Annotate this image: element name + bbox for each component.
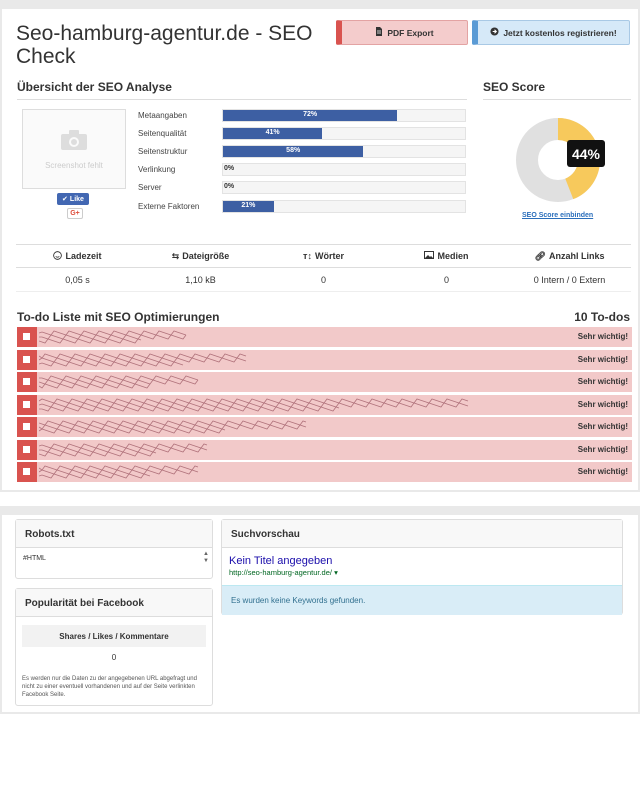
metric-bar-track xyxy=(222,109,466,122)
todo-item[interactable] xyxy=(17,440,632,460)
stats-header-label: Wörter xyxy=(314,251,344,261)
keywords-alert: Es wurden keine Keywords gefunden. xyxy=(222,585,622,615)
stats-header-words xyxy=(262,251,385,261)
todo-checkbox[interactable] xyxy=(23,401,30,408)
priority-badge: Sehr wichtig! xyxy=(577,399,628,409)
todo-item[interactable] xyxy=(17,350,632,370)
screenshot-caption: Screenshot fehlt xyxy=(45,160,103,170)
robots-heading: Robots.txt xyxy=(16,520,212,548)
metric-bar-track xyxy=(222,127,466,140)
stats-value-words: 0 xyxy=(320,274,326,285)
todo-checkbox[interactable] xyxy=(23,356,30,363)
pdf-export-label: PDF Export xyxy=(387,27,434,38)
metric-row xyxy=(138,145,468,159)
todo-checkbox[interactable] xyxy=(23,333,30,340)
seo-score-value: 44% xyxy=(567,140,605,167)
stats-header-row xyxy=(16,244,631,268)
redacted-scribble-icon xyxy=(39,419,309,435)
scroll-arrows-icon[interactable]: ▲ ▼ xyxy=(203,551,209,564)
serp-url-text: http://seo-hamburg-agentur.de/ xyxy=(229,568,332,577)
todo-count: 10 To-dos xyxy=(574,310,630,324)
metric-value: 72% xyxy=(303,111,318,118)
stats-header-label: Ladezeit xyxy=(65,251,102,261)
facebook-panel xyxy=(15,588,213,706)
redacted-scribble-icon xyxy=(39,352,249,368)
link-icon: 🔗︎ xyxy=(534,250,546,261)
transfer-icon: ⇆ xyxy=(171,250,180,261)
score-divider xyxy=(483,99,631,100)
smiley-icon xyxy=(53,251,62,262)
stats-value-links: 0 Intern / 0 Extern xyxy=(533,274,606,285)
stats-header-label: Anzahl Links xyxy=(548,251,605,261)
facebook-note: Es werden nur die Daten zu der angegebenen URL abgefragt und nicht zu einer eventuell vorhandenen und auf der Seite verlinkten Facebook Seite. xyxy=(22,676,197,698)
image-icon xyxy=(424,251,434,261)
todo-item[interactable] xyxy=(17,327,632,347)
register-label: Jetzt kostenlos registrieren! xyxy=(503,27,617,38)
metric-bar-track xyxy=(222,163,466,176)
metric-row xyxy=(138,163,468,177)
arrow-circle-icon xyxy=(490,27,499,38)
todo-checkbox[interactable] xyxy=(23,446,30,453)
register-button[interactable] xyxy=(472,20,630,45)
page-stats-table xyxy=(16,244,631,292)
metric-value: 21% xyxy=(241,202,256,209)
todo-item[interactable] xyxy=(17,417,632,437)
redacted-scribble-icon xyxy=(39,329,189,345)
todo-checkbox[interactable] xyxy=(23,378,30,385)
metric-value: 0% xyxy=(224,183,235,190)
camera-icon xyxy=(60,129,88,153)
google-plus-button[interactable]: G+ xyxy=(67,208,83,219)
metric-label: Server xyxy=(138,183,162,192)
pdf-export-button[interactable] xyxy=(336,20,468,45)
serp-title[interactable]: Kein Titel angegeben xyxy=(229,555,333,567)
todo-item[interactable] xyxy=(17,372,632,392)
robots-panel xyxy=(15,519,213,579)
check-icon: ✔ xyxy=(62,196,68,203)
seo-report-bottom xyxy=(0,506,640,714)
priority-badge: Sehr wichtig! xyxy=(577,467,628,476)
todo-item[interactable] xyxy=(17,395,632,415)
todo-item[interactable] xyxy=(17,462,632,482)
stats-header-label: Medien xyxy=(437,251,469,261)
text-height-icon: ᴛ↕ xyxy=(303,251,312,261)
metric-label: Seitenqualität xyxy=(138,129,187,138)
facebook-table-header: Shares / Likes / Kommentare xyxy=(22,625,206,647)
stats-value-loadtime: 0,05 s xyxy=(65,274,90,285)
serp-url xyxy=(229,568,338,577)
metric-row xyxy=(138,127,468,141)
redacted-scribble-icon xyxy=(39,374,199,390)
priority-badge: Sehr wichtig! xyxy=(577,422,628,431)
priority-badge: Sehr wichtig! xyxy=(577,377,628,386)
todo-heading: To-do Liste mit SEO Optimierungen xyxy=(17,310,220,324)
todo-checkbox[interactable] xyxy=(23,423,30,430)
stats-header-filesize xyxy=(139,251,262,262)
robots-content: #HTML xyxy=(23,555,46,562)
seo-score-embed-link[interactable]: SEO Score einbinden xyxy=(522,212,594,219)
facebook-like-button[interactable] xyxy=(57,193,89,205)
caret-down-icon: ▾ xyxy=(334,568,338,577)
page-title: Seo-hamburg-agentur.de - SEO Check xyxy=(16,22,313,68)
priority-badge: Sehr wichtig! xyxy=(577,354,628,364)
priority-badge: Sehr wichtig! xyxy=(577,332,628,341)
metric-label: Metaangaben xyxy=(138,111,187,120)
metric-label: Seitenstruktur xyxy=(138,147,188,156)
metric-row xyxy=(138,200,468,214)
document-icon xyxy=(375,27,383,38)
metric-value: 41% xyxy=(265,129,280,136)
redacted-scribble-icon xyxy=(39,442,209,458)
facebook-count: 0 xyxy=(111,653,117,662)
analysis-heading: Übersicht der SEO Analyse xyxy=(17,80,172,94)
screenshot-placeholder xyxy=(22,109,126,189)
metric-row xyxy=(138,181,468,195)
serp-heading: Suchvorschau xyxy=(222,520,622,548)
metric-value: 0% xyxy=(224,165,235,172)
stats-header-media xyxy=(385,251,508,261)
facebook-heading: Popularität bei Facebook xyxy=(16,589,212,617)
metric-bar-track xyxy=(222,145,466,158)
priority-badge: Sehr wichtig! xyxy=(577,444,628,454)
serp-panel xyxy=(221,519,623,615)
todo-list xyxy=(17,327,632,485)
metric-label: Externe Faktoren xyxy=(138,202,200,211)
metric-value: 58% xyxy=(286,147,301,154)
stats-value-filesize: 1,10 kB xyxy=(185,274,216,285)
stats-value-media: 0 xyxy=(443,274,449,285)
stats-header-loadtime xyxy=(16,251,139,262)
metric-row xyxy=(138,109,468,123)
analysis-divider xyxy=(17,99,467,100)
stats-header-label: Dateigröße xyxy=(182,251,230,261)
metric-bar-track xyxy=(222,181,466,194)
score-heading: SEO Score xyxy=(483,80,546,94)
todo-checkbox[interactable] xyxy=(23,468,30,475)
stats-value-row xyxy=(16,268,631,292)
metric-label: Verlinkung xyxy=(138,165,176,174)
facebook-like-label: Like xyxy=(69,195,84,203)
redacted-scribble-icon xyxy=(39,397,469,413)
redacted-scribble-icon xyxy=(39,464,199,480)
metric-bar-track xyxy=(222,200,466,213)
stats-header-links xyxy=(508,251,631,262)
